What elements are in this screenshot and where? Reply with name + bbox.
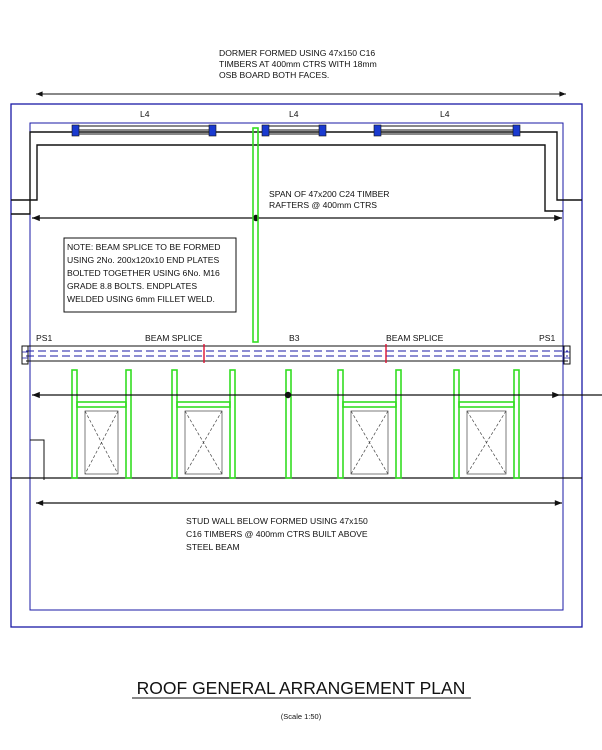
- opening-4-left-stud: [454, 370, 459, 478]
- drawing-scale: (Scale 1:50): [280, 712, 322, 721]
- lintel-label-left: L4: [140, 109, 150, 119]
- beam-label: B3: [289, 333, 300, 343]
- beam-splice-label-right: BEAM SPLICE: [386, 333, 444, 343]
- opening-2-right-stud: [230, 370, 235, 478]
- lintel-label-right: L4: [440, 109, 450, 119]
- opening-3-right-stud: [396, 370, 401, 478]
- opening-4-lintel: [459, 402, 514, 407]
- stud-wall-openings: [72, 370, 519, 478]
- opening-4-right-stud: [514, 370, 519, 478]
- opening-3-lintel: [343, 402, 396, 407]
- splice-note-line-1: NOTE: BEAM SPLICE TO BE FORMED: [67, 242, 221, 252]
- stud-wall-note-line-2: C16 TIMBERS @ 400mm CTRS BUILT ABOVE: [186, 529, 368, 539]
- splice-note-line-3: BOLTED TOGETHER USING 6No. M16: [67, 268, 220, 278]
- opening-2-left-stud: [172, 370, 177, 478]
- stud-wall-note-line-1: STUD WALL BELOW FORMED USING 47x150: [186, 516, 368, 526]
- window-left: [72, 125, 216, 136]
- span-note-line-2: RAFTERS @ 400mm CTRS: [269, 200, 378, 210]
- splice-note-line-2: USING 2No. 200x120x10 END PLATES: [67, 255, 220, 265]
- splice-note-line-4: GRADE 8.8 BOLTS. ENDPLATES: [67, 281, 198, 291]
- beam-level-dot: [285, 392, 291, 398]
- splice-note-line-5: WELDED USING 6mm FILLET WELD.: [67, 294, 215, 304]
- span-note-line-1: SPAN OF 47x200 C24 TIMBER: [269, 189, 390, 199]
- outer-plan-boundary: [11, 104, 582, 627]
- dormer-note-line-1: DORMER FORMED USING 47x150 C16: [219, 48, 376, 58]
- lintel-label-centre: L4: [289, 109, 299, 119]
- trimmer-rafter: [253, 128, 258, 342]
- drawing-title: ROOF GENERAL ARRANGEMENT PLAN: [136, 678, 466, 698]
- beam-splice-label-left: BEAM SPLICE: [145, 333, 203, 343]
- window-right: [374, 125, 520, 136]
- window-centre: [262, 125, 326, 136]
- opening-1-lintel: [77, 402, 126, 407]
- dormer-note-line-3: OSB BOARD BOTH FACES.: [219, 70, 330, 80]
- stud-wall-note-line-3: STEEL BEAM: [186, 542, 240, 552]
- opening-1-right-stud: [126, 370, 131, 478]
- opening-3-left-stud: [338, 370, 343, 478]
- opening-2-lintel: [177, 402, 230, 407]
- steel-beam-b3: [26, 346, 568, 361]
- opening-1-left-stud: [72, 370, 77, 478]
- central-stud: [286, 370, 291, 478]
- post-label-right: PS1: [539, 333, 556, 343]
- wall-return-left: [30, 440, 44, 480]
- dormer-note-line-2: TIMBERS AT 400mm CTRS WITH 18mm: [219, 59, 377, 69]
- post-label-left: PS1: [36, 333, 53, 343]
